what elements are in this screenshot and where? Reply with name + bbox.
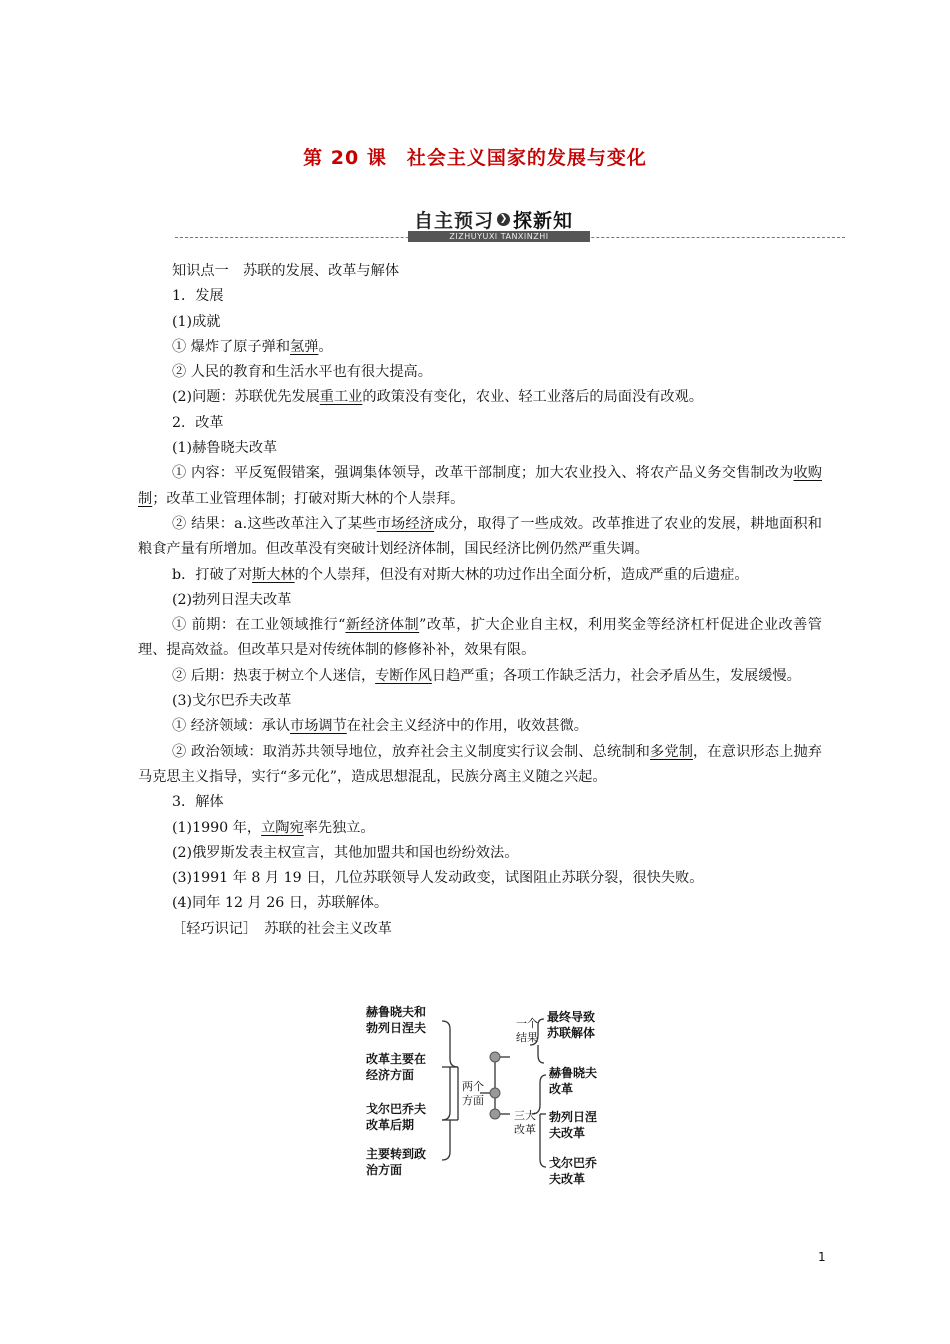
paragraph <box>138 714 822 739</box>
text: ① 前期：在工业领域推行“ <box>172 617 346 634</box>
banner-left-text: 自主预习 <box>414 209 495 232</box>
key-term: 斯大林 <box>252 566 295 583</box>
page-title: 第 20 课 社会主义国家的发展与变化 <box>303 147 647 169</box>
key-term: 市场经济 <box>376 515 435 532</box>
label-line: 两个 <box>462 1080 484 1093</box>
text: ① 经济领域：承认 <box>172 718 291 735</box>
label-line: 勃列日涅夫 <box>366 1021 427 1035</box>
text: ”改革，扩大企业自主权，利用奖金等经济杠杆促进企业改善管理、提高效益。但改革只是对传统体制的修修补补，效果有限。 <box>138 617 822 659</box>
text: 日趋严重；各项工作缺乏活力，社会矛盾丛生，发展缓慢。 <box>431 667 801 684</box>
text: ② 结果：a.这些改革注入了某些 <box>172 515 377 532</box>
key-term: 氢弹 <box>290 338 319 355</box>
result-branch-label <box>512 1017 542 1045</box>
text: 成分，取得了一些成效。改革推进了农业的发展，耕地面积和粮食产量有所增加。但改革没有突破计划经济体制，国民经济比例仍然严重失调。 <box>138 515 822 558</box>
label-line: 苏联解体 <box>547 1026 596 1040</box>
label-line: 勃列日涅 <box>549 1110 598 1124</box>
reform-label-3 <box>549 1155 597 1187</box>
label-line: 改革 <box>549 1082 574 1096</box>
key-term: 收购制 <box>138 465 822 507</box>
label-line: 最终导致 <box>547 1010 596 1024</box>
heading-achievements: (1)成就 <box>172 313 221 330</box>
heading-development: 1．发展 <box>172 288 224 305</box>
label-line: 赫鲁晓夫 <box>549 1066 598 1080</box>
label-line: 赫鲁晓夫和 <box>366 1005 427 1019</box>
text: ② 后期：热衷于树立个人迷信， <box>172 667 376 684</box>
text: (1)1990 年， <box>172 819 262 836</box>
middle-node-label <box>460 1080 486 1108</box>
left-label-4 <box>366 1146 426 1178</box>
label-line: 戈尔巴乔夫 <box>366 1102 427 1116</box>
paragraph <box>138 461 822 512</box>
label-line: 改革后期 <box>366 1118 415 1132</box>
paragraph <box>138 740 822 791</box>
text: 。 <box>318 338 333 355</box>
text: ② 政治领域：取消苏共领导地位，放弃社会主义制度实行议会制、总统制和 <box>172 743 651 760</box>
paragraph <box>138 385 822 410</box>
paragraph <box>138 512 822 563</box>
heading-dissolution: 3．解体 <box>172 794 224 811</box>
left-label-2 <box>366 1051 426 1083</box>
text: ；改革工业管理体制；打破对斯大林的个人崇拜。 <box>152 490 465 507</box>
heading-gorbachev: (3)戈尔巴乔夫改革 <box>172 693 292 710</box>
label-line: 主要转到政 <box>366 1147 427 1161</box>
key-term: 市场调节 <box>290 718 347 735</box>
paragraph: (2)俄罗斯发表主权宣言，其他加盟共和国也纷纷效法。 <box>172 844 519 861</box>
key-term: 立陶宛 <box>261 819 304 836</box>
lesson-content <box>138 259 822 942</box>
label-line: 夫改革 <box>549 1126 586 1140</box>
heading-reform: 2．改革 <box>172 414 224 431</box>
key-term: 新经济体制 <box>345 617 420 634</box>
paragraph: ② 人民的教育和生活水平也有很大提高。 <box>172 364 432 381</box>
text: (2)问题：苏联优先发展 <box>172 389 320 406</box>
result-label <box>547 1009 595 1041</box>
label-line: 改革 <box>514 1123 536 1136</box>
text: 的个人崇拜，但没有对斯大林的功过作出全面分析，造成严重的后遗症。 <box>294 566 749 583</box>
label-line: 一个 <box>516 1017 538 1030</box>
text: b．打破了对 <box>172 566 253 583</box>
text: 的政策没有变化，农业、轻工业落后的局面没有改观。 <box>362 389 703 406</box>
text: ① 爆炸了原子弹和 <box>172 338 291 355</box>
paragraph <box>138 613 822 664</box>
left-label-1 <box>366 1004 426 1036</box>
key-term: 专断作风 <box>375 667 432 684</box>
text: 在社会主义经济中的作用，收效甚微。 <box>346 718 588 735</box>
label-line: 三大 <box>514 1109 536 1122</box>
chevron-right-icon: ❯ <box>497 213 510 226</box>
reform-label-2 <box>549 1109 597 1141</box>
banner-right-text: 探新知 <box>513 209 574 232</box>
left-label-3 <box>366 1101 426 1133</box>
banner-pinyin: ZIZHUYUXI TANXINZHI <box>408 231 590 242</box>
label-line: 夫改革 <box>549 1172 586 1186</box>
paragraph: (4)同年 12 月 26 日，苏联解体。 <box>172 895 389 912</box>
paragraph: (3)1991 年 8 月 19 日，几位苏联领导人发动政变，试图阻止苏联分裂，很快失败。 <box>172 870 704 887</box>
memo-heading: ［轻巧识记］ 苏联的社会主义改革 <box>172 920 392 937</box>
paragraph <box>138 335 822 360</box>
heading-khrushchev: (1)赫鲁晓夫改革 <box>172 440 278 457</box>
label-line: 结果 <box>516 1031 538 1044</box>
text: ① 内容：平反冤假错案，强调集体领导，改革干部制度；加大农业投入、将农产品义务交售制改为 <box>172 465 794 482</box>
label-line: 戈尔巴乔 <box>549 1156 598 1170</box>
paragraph <box>138 664 822 689</box>
paragraph <box>138 563 822 588</box>
label-line: 方面 <box>462 1094 484 1107</box>
text: ，在意识形态上抛弃马克思主义指导，实行“多元化”，造成思想混乱，民族分离主义随之兴起。 <box>138 743 822 785</box>
key-term: 重工业 <box>319 389 363 406</box>
reform-label-1 <box>549 1065 597 1097</box>
reform-mind-map <box>350 997 630 1197</box>
heading-brezhnev: (2)勃列日涅夫改革 <box>172 591 292 608</box>
label-line: 改革主要在 <box>366 1052 427 1066</box>
section-banner <box>175 200 845 250</box>
paragraph <box>138 816 822 841</box>
banner-heading <box>414 206 586 232</box>
key-term: 多党制 <box>650 743 694 760</box>
label-line: 经济方面 <box>366 1068 415 1082</box>
reform-branch-label <box>510 1109 540 1137</box>
label-line: 治方面 <box>366 1163 403 1177</box>
page-number: 1 <box>818 1250 826 1264</box>
text: 率先独立。 <box>303 819 375 836</box>
knowledge-point-heading: 知识点一 苏联的发展、改革与解体 <box>172 263 400 279</box>
